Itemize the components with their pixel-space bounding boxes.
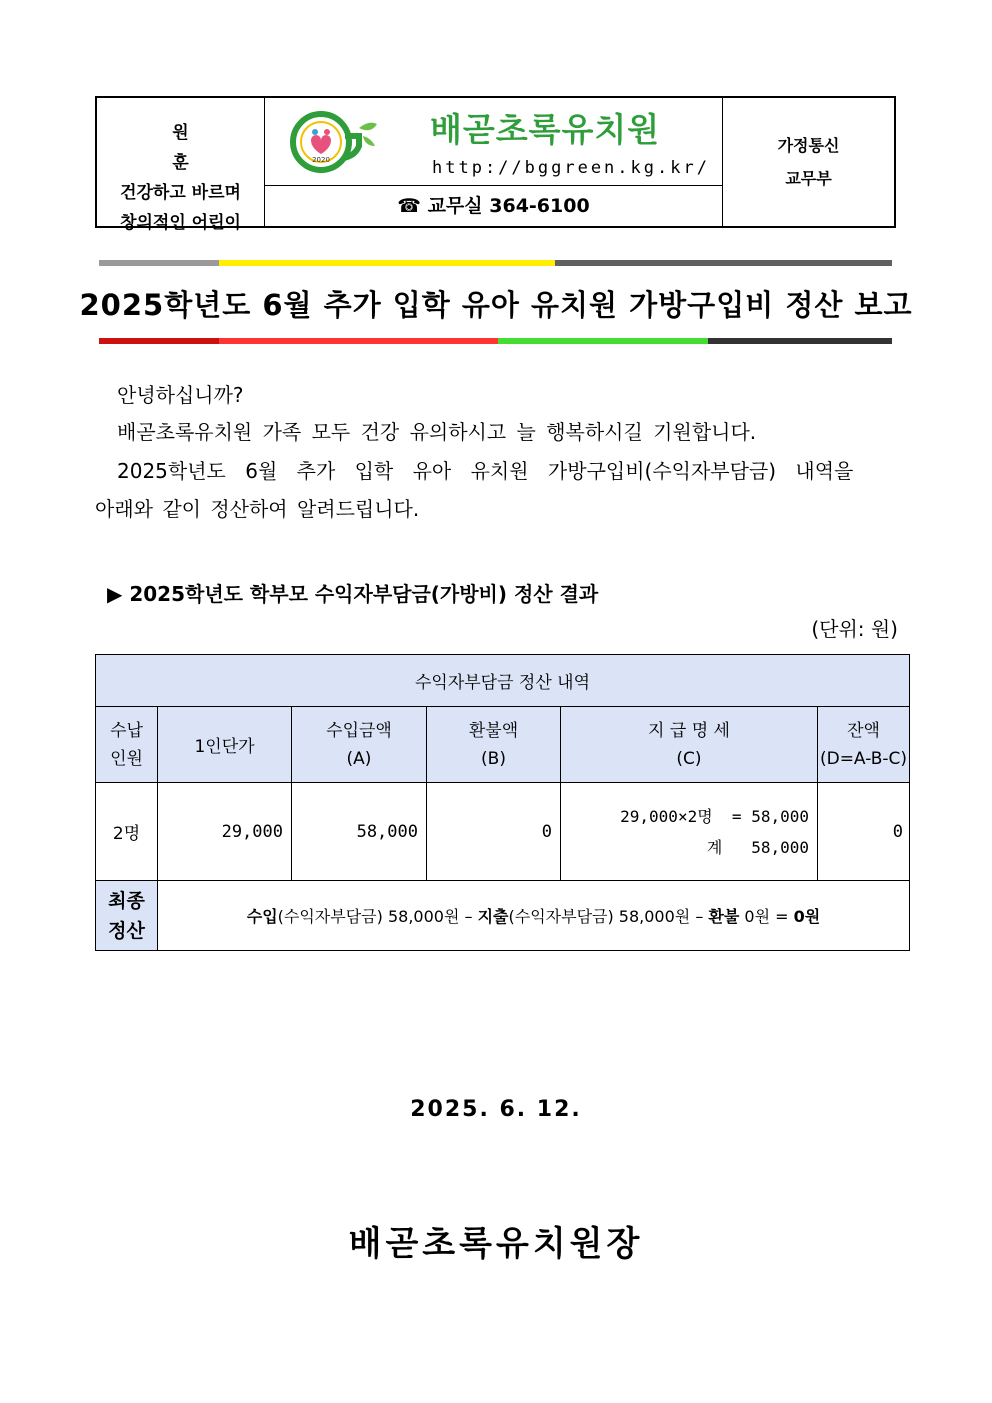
final-income-label: 수입 bbox=[246, 907, 278, 926]
motto-line-2: 창의적인 어린이 bbox=[120, 213, 241, 233]
final-refund-label: 환불 bbox=[708, 907, 740, 926]
motto-box bbox=[97, 98, 265, 233]
school-name: 배곧초록유치원 bbox=[430, 110, 661, 149]
document-date: 2025. 6. 12. bbox=[410, 1097, 582, 1122]
detail-line-2: 계 58,000 bbox=[706, 837, 809, 857]
logo-year: 2020 bbox=[312, 156, 330, 164]
unit-label: (단위: 원) bbox=[811, 617, 898, 641]
header-unit-price: 1인단가 bbox=[158, 707, 292, 783]
top-bar-yellow bbox=[219, 260, 555, 266]
final-expense-label: 지출 bbox=[477, 907, 509, 926]
final-expense-text: (수익자부담금) 58,000원 – bbox=[508, 907, 709, 926]
final-result: 0원 bbox=[793, 907, 821, 926]
table-caption: 수익자부담금 정산 내역 bbox=[96, 655, 910, 707]
section-title: ▶ 2025학년도 학부모 수익자부담금(가방비) 정산 결과 bbox=[107, 582, 599, 606]
department: 교무부 bbox=[785, 169, 832, 188]
body-line-4: 아래와 같이 정산하여 알려드립니다. bbox=[95, 497, 420, 521]
settlement-table bbox=[95, 654, 910, 951]
motto-line-1: 건강하고 바르며 bbox=[120, 183, 241, 203]
final-refund-text: 0원 = bbox=[739, 907, 794, 926]
school-logo-icon bbox=[283, 106, 393, 176]
school-title-area bbox=[265, 98, 722, 186]
greeting: 안녕하십니까? bbox=[117, 383, 244, 407]
page-title: 2025학년도 6월 추가 입학 유아 유치원 가방구입비 정산 보고 bbox=[79, 288, 913, 322]
cell-balance: 0 bbox=[818, 783, 910, 881]
signature: 배곧초록유치원장 bbox=[348, 1224, 644, 1264]
school-box bbox=[265, 98, 723, 226]
bottom-bar-dark bbox=[708, 338, 892, 344]
body-line-3: 2025학년도 6월 추가 입학 유아 유치원 가방구입비(수익자부담금) 내역을 bbox=[117, 459, 854, 483]
header-refund: 환불액 (B) bbox=[427, 707, 561, 783]
header-count: 수납 인원 bbox=[96, 707, 158, 783]
body-line-2: 배곧초록유치원 가족 모두 건강 유의하시고 늘 행복하시길 기원합니다. bbox=[117, 420, 757, 444]
cell-count: 2명 bbox=[96, 783, 158, 881]
school-phone: ☎ 교무실 364-6100 bbox=[397, 195, 590, 217]
final-summary bbox=[158, 881, 910, 951]
cell-refund: 0 bbox=[427, 783, 561, 881]
bottom-bar-red-dark bbox=[99, 338, 219, 344]
header-income: 수입금액 (A) bbox=[292, 707, 427, 783]
detail-line-1: 29,000×2명 = 58,000 bbox=[620, 806, 809, 826]
final-label: 최종 정산 bbox=[96, 881, 158, 951]
cell-income: 58,000 bbox=[292, 783, 427, 881]
bottom-bar-red bbox=[219, 338, 498, 344]
final-income-text: (수익자부담금) 58,000원 – bbox=[277, 907, 478, 926]
cell-unit-price: 29,000 bbox=[158, 783, 292, 881]
bottom-bar-green bbox=[498, 338, 708, 344]
school-url[interactable]: http://bggreen.kg.kr/ bbox=[432, 158, 710, 178]
top-bar-gray-right bbox=[555, 260, 892, 266]
top-bar-gray-left bbox=[99, 260, 219, 266]
doc-type-box bbox=[723, 98, 894, 226]
doc-type: 가정통신 bbox=[777, 136, 840, 155]
letterhead bbox=[95, 96, 896, 233]
motto-title: 원 훈 bbox=[172, 123, 225, 173]
header-detail: 지 급 명 세 (C) bbox=[561, 707, 818, 783]
cell-detail bbox=[561, 783, 818, 881]
header-balance: 잔액 (D=A-B-C) bbox=[818, 707, 910, 783]
